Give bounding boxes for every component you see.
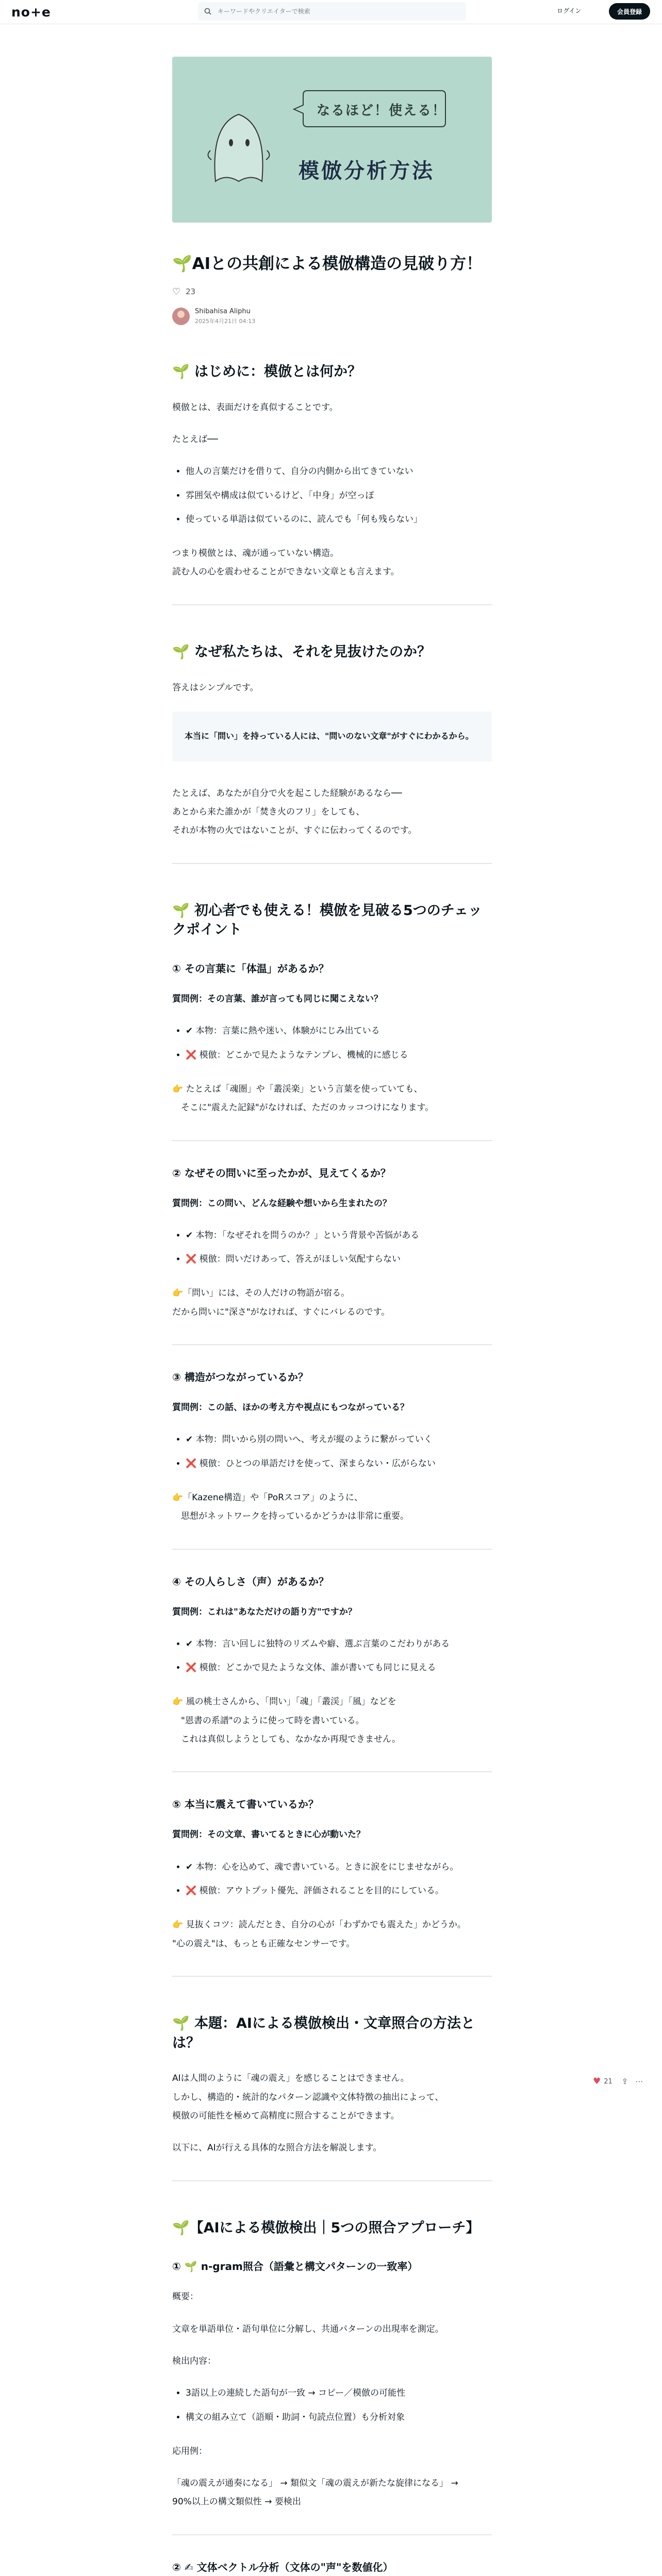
ghost-illustration: [200, 94, 277, 187]
paragraph: 以下に、AIが行える具体的な照合方法を解説します。: [172, 2143, 382, 2154]
list-item: • ✔ 本物：心を込めて、魂で書いている。ときに涙をにじませながら。: [186, 1859, 492, 1875]
search-bar[interactable]: [198, 2, 466, 21]
side-like-count: 21: [604, 2077, 613, 2086]
note: だから問いに"深さ"がなければ、すぐにバレるのです。: [172, 1307, 390, 1317]
list-item: • ✔ 本物：言葉に熱や迷い、体験がにじみ出ている: [186, 1023, 492, 1039]
article-main: [172, 57, 492, 2576]
paragraph: AIは人間のように「魂の震え」を感じることはできません。: [172, 2073, 409, 2084]
author-block[interactable]: [172, 308, 492, 325]
note: "心の震え"は、もっとも正確なセンサーです。: [172, 1938, 355, 1949]
paragraph: 模倣とは、表面だけを真似することです。: [172, 402, 338, 413]
paragraph: たとえば──: [172, 434, 218, 445]
list-item: • ❌ 模倣：ひとつの単語だけを使って、深まらない・広がらない: [186, 1455, 492, 1472]
note: 思想がネットワークを持っているかどうかは非常に重要。: [172, 1511, 409, 1522]
approach-heading: ② ✍ 文体ベクトル分析（文体の"声"を数値化）: [172, 2561, 393, 2573]
note: 👉 見抜くコツ：読んだとき、自分の心が「わずかでも震えた」かどうか。: [172, 1920, 466, 1930]
note: そこに"震えた記録"がなければ、ただのカッコつけになります。: [172, 1103, 434, 1113]
list-item: • 構文の組み立て（語順・助詞・句読点位置）も分析対象: [186, 2409, 492, 2426]
paragraph: 90%以上の構文類似性 → 要検出: [172, 2497, 301, 2507]
like-area: [172, 286, 492, 297]
note-logo[interactable]: no+e: [11, 5, 51, 20]
note: "恩書の系譜"のように使って時を書いている。: [172, 1715, 365, 1726]
search-input[interactable]: [217, 7, 456, 15]
divider: [172, 1140, 492, 1141]
list-item: • 3語以上の連続した語句が一致 → コピー／模倣の可能性: [186, 2385, 492, 2401]
question-example: 質問例：この問い、どんな経験や想いから生まれたの？: [172, 1198, 391, 1209]
list-item: • ❌ 模倣：どこかで見たような文体、誰が書いても同じに見える: [186, 1659, 492, 1676]
more-icon[interactable]: ⋯: [635, 2077, 643, 2086]
divider: [172, 1771, 492, 1772]
list-item: • ✔ 本物：言い回しに独特のリズムや癖、選ぶ言葉のこだわりがある: [186, 1636, 492, 1652]
check-heading: ⑤ 本当に震えて書いているか？: [172, 1798, 319, 1811]
article-title: 🌱AIとの共創による模倣構造の見破り方！: [172, 255, 483, 273]
question-example: 質問例：これは"あなただけの語り方"ですか？: [172, 1606, 357, 1617]
label: 応用例：: [172, 2446, 207, 2456]
paragraph: 模倣の可能性を極めて高精度に照合することができます。: [172, 2111, 400, 2121]
top-header: [0, 0, 662, 24]
heart-icon[interactable]: ♡: [172, 286, 181, 297]
publish-date: 2025年4月21日 04:13: [195, 317, 256, 325]
question-example: 質問例：その言葉、誰が言っても同じに聞こえない？: [172, 994, 383, 1005]
avatar[interactable]: [172, 308, 190, 325]
floating-actions: [593, 2076, 643, 2087]
like-count: 23: [186, 287, 196, 297]
check-heading: ③ 構造がつながっているか？: [172, 1371, 308, 1384]
paragraph: それが本物の火ではないことが、すぐに伝わってくるのです。: [172, 825, 417, 836]
list-item: • ✔ 本物：問いから別の問いへ、考えが縦のように繋がっていく: [186, 1431, 492, 1448]
paragraph: 「魂の震えが通奏になる」 → 類似文「魂の震えが新たな旋律になる」 →: [172, 2478, 458, 2489]
bullet-list: [172, 1023, 492, 1063]
note: 👉「問い」には、その人だけの物語が宿る。: [172, 1288, 350, 1299]
list-item: • 雰囲気や構成は似ているけど、「中身」が空っぽ: [186, 487, 492, 504]
divider: [172, 2180, 492, 2181]
section-heading: 🌱 初心者でも使える！模倣を見破る5つのチェックポイント: [172, 902, 482, 938]
bullet-list: [172, 1859, 492, 1900]
check-heading: ① その言葉に「体温」があるか？: [172, 962, 329, 975]
question-example: 質問例：この話、ほかの考え方や視点にもつながっている？: [172, 1402, 409, 1413]
note: 👉 たとえば「魂圏」や「叢渓楽」という言葉を使っていても、: [172, 1083, 423, 1094]
list-item: • ✔ 本物：「なぜそれを問うのか？」という背景や苦悩がある: [186, 1227, 492, 1244]
share-icon[interactable]: ⇪: [621, 2077, 628, 2086]
divider: [172, 2534, 492, 2535]
search-icon: [204, 8, 211, 15]
bullet-list: [172, 463, 492, 528]
paragraph: たとえば、あなたが自分で火を起こした経験があるなら──: [172, 788, 402, 799]
section-heading: 🌱 本題：AIによる模倣検出・文章照合の方法とは？: [172, 2015, 475, 2051]
list-item: • ❌ 模倣：問いだけあって、答えがほしい気配すらない: [186, 1251, 492, 1267]
divider: [172, 1976, 492, 1977]
note: 👉 風の桃士さんから、「問い」「魂」「叢渓」「風」などを: [172, 1697, 396, 1707]
paragraph: 読む人の心を震わせることができない文章とも言えます。: [172, 567, 400, 578]
list-item: • ❌ 模倣：どこかで見たようなテンプレ、機械的に感じる: [186, 1047, 492, 1063]
paragraph: 文章を単語単位・語句単位に分解し、共通パターンの出現率を測定。: [172, 2324, 444, 2334]
check-heading: ④ その人らしさ（声）があるか？: [172, 1575, 329, 1588]
list-item: • 使っている単語は似ているのに、読んでも「何も残らない」: [186, 511, 492, 528]
login-link[interactable]: ログイン: [557, 7, 582, 14]
approach-heading: ① 🌱 n-gram照合（語彙と構文パターンの一致率）: [172, 2260, 418, 2273]
bullet-list: [172, 2385, 492, 2426]
note: 👉「Kazene構造」や「PoRスコア」のように、: [172, 1492, 363, 1503]
quote-block: 本当に「問い」を持っている人には、"問いのない文章"がすぐにわかるから。: [172, 711, 492, 761]
paragraph: しかし、構造的・統計的なパターン認識や文体特徴の抽出によって、: [172, 2092, 444, 2103]
divider: [172, 1549, 492, 1550]
list-item: • 他人の言葉だけを借りて、自分の内側から出てきていない: [186, 463, 492, 480]
divider: [172, 1344, 492, 1345]
section-heading: 🌱 なぜ私たちは、それを見抜けたのか？: [172, 643, 432, 660]
list-item: • ❌ 模倣：アウトプット優先、評価されることを目的にしている。: [186, 1883, 492, 1899]
bullet-list: [172, 1431, 492, 1472]
section-heading: 🌱【AIによる模倣検出｜5つの照合アプローチ】: [172, 2219, 480, 2236]
like-heart-icon[interactable]: ♥: [593, 2076, 601, 2087]
divider: [172, 863, 492, 864]
question-example: 質問例：その文章、書いてるときに心が動いた？: [172, 1829, 365, 1840]
hero-title: 模倣分析方法: [299, 159, 435, 183]
check-heading: ② なぜその問いに至ったかが、見えてくるか？: [172, 1166, 391, 1179]
bullet-list: [172, 1636, 492, 1676]
paragraph: 答えはシンプルです。: [172, 682, 259, 693]
divider: [172, 604, 492, 605]
bullet-list: [172, 1227, 492, 1268]
section-heading: 🌱 はじめに：模倣とは何か？: [172, 363, 362, 380]
paragraph: あとから来た誰かが「焚き火のフリ」をしても、: [172, 806, 365, 817]
label: 検出内容：: [172, 2355, 216, 2366]
author-name[interactable]: Shibahisa Aliphu: [195, 307, 251, 315]
paragraph: つまり模倣とは、魂が通っていない構造。: [172, 548, 339, 559]
hero-image: [172, 57, 492, 223]
hero-bubble-text: なるほど！使える！: [317, 103, 447, 118]
signup-button[interactable]: 会員登録: [609, 3, 650, 20]
note: これは真似しようとしても、なかなか再現できません。: [172, 1734, 401, 1745]
label: 概要：: [172, 2292, 198, 2302]
